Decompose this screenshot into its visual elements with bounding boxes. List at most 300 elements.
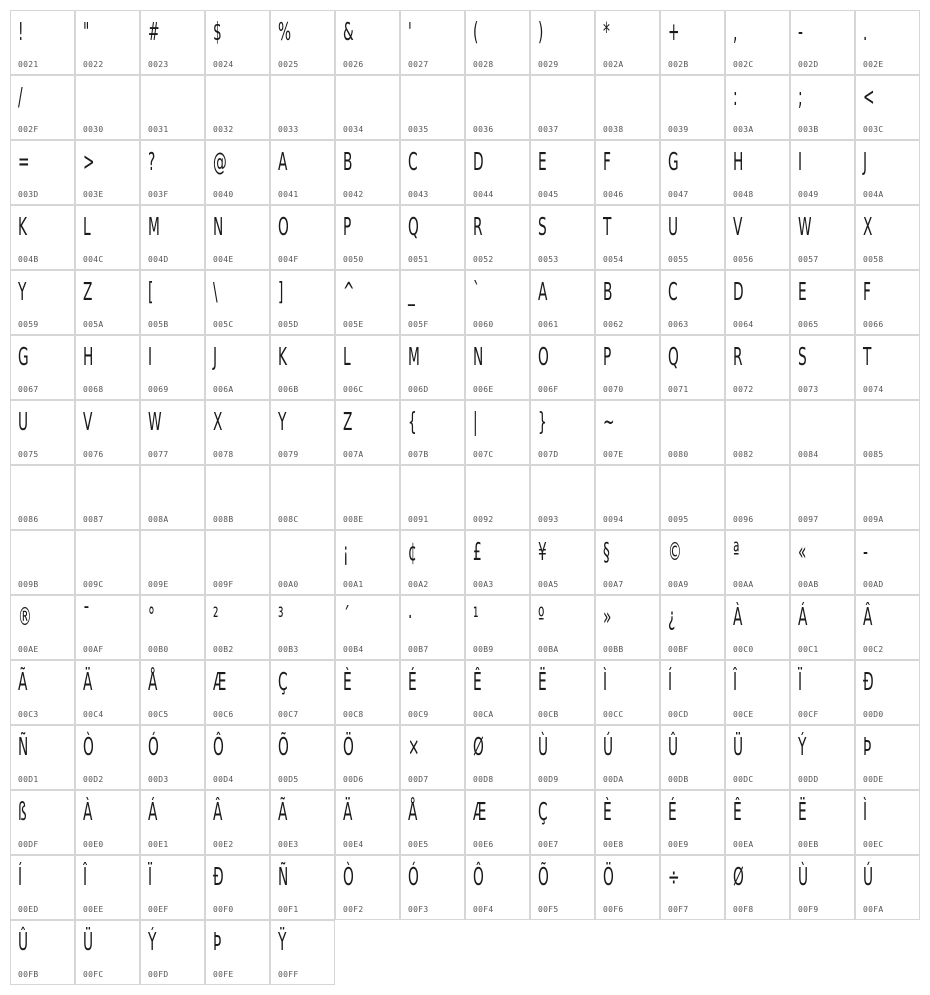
glyph-cell (10, 10, 75, 75)
glyph-cell (400, 270, 465, 335)
glyph-cell (530, 725, 595, 790)
glyph-cell (725, 790, 790, 855)
glyph-code: 00DC (733, 775, 754, 784)
glyph-cell (660, 75, 725, 140)
glyph-cell (465, 140, 530, 205)
glyph-code: 00E6 (473, 840, 494, 849)
glyph-cell (75, 660, 140, 725)
glyph-cell (595, 530, 660, 595)
glyph-char: H (733, 147, 744, 176)
glyph-code: 0086 (18, 515, 39, 524)
glyph-code: 00EF (148, 905, 169, 914)
glyph-cell (205, 205, 270, 270)
glyph-code: 002F (18, 125, 39, 134)
glyph-char: Æ (213, 667, 227, 696)
glyph-cell (270, 400, 335, 465)
glyph-char: Æ (473, 797, 487, 826)
glyph-char: , (733, 17, 738, 46)
glyph-code: 008B (213, 515, 234, 524)
glyph-cell (400, 140, 465, 205)
glyph-code: 00C9 (408, 710, 429, 719)
glyph-char: ° (148, 602, 155, 631)
glyph-cell (335, 335, 400, 400)
glyph-code: 00E0 (83, 840, 104, 849)
glyph-code: 0053 (538, 255, 559, 264)
glyph-code: 0087 (83, 515, 104, 524)
glyph-code: 0073 (798, 385, 819, 394)
glyph-code: 0030 (83, 125, 104, 134)
glyph-char: Á (798, 602, 808, 631)
glyph-char: ; (798, 82, 803, 111)
glyph-char: § (603, 537, 610, 566)
glyph-cell (790, 790, 855, 855)
glyph-char: Ô (473, 862, 484, 891)
glyph-char: Ó (148, 732, 159, 761)
glyph-char: X (213, 407, 223, 436)
glyph-char: & (343, 17, 354, 46)
glyph-cell (400, 530, 465, 595)
glyph-char: ( (473, 17, 479, 46)
glyph-cell (855, 270, 920, 335)
glyph-code: 0039 (668, 125, 689, 134)
glyph-cell (660, 855, 725, 920)
glyph-code: 00AE (18, 645, 39, 654)
glyph-cell (725, 660, 790, 725)
glyph-cell (270, 335, 335, 400)
glyph-code: 00BB (603, 645, 624, 654)
glyph-cell (140, 725, 205, 790)
glyph-code: 00C4 (83, 710, 104, 719)
glyph-code: 0080 (668, 450, 689, 459)
glyph-code: 00D1 (18, 775, 39, 784)
glyph-code: 009C (83, 580, 104, 589)
glyph-cell (10, 855, 75, 920)
glyph-cell (270, 140, 335, 205)
glyph-code: 00F2 (343, 905, 364, 914)
glyph-cell (270, 595, 335, 660)
glyph-code: 002B (668, 60, 689, 69)
glyph-char: Ç (278, 667, 288, 696)
glyph-char: Ø (473, 732, 484, 761)
glyph-char: Ä (343, 797, 353, 826)
glyph-code: 0034 (343, 125, 364, 134)
glyph-code: 005D (278, 320, 299, 329)
glyph-char: Î (733, 667, 738, 696)
glyph-cell (205, 400, 270, 465)
glyph-code: 007E (603, 450, 624, 459)
glyph-char: L (83, 212, 91, 241)
glyph-char: W (798, 212, 812, 241)
glyph-char: \ (213, 277, 218, 306)
glyph-code: 00D3 (148, 775, 169, 784)
glyph-code: 00F0 (213, 905, 234, 914)
glyph-char: ] (278, 277, 284, 306)
glyph-cell (855, 205, 920, 270)
glyph-code: 00F1 (278, 905, 299, 914)
glyph-cell (75, 205, 140, 270)
glyph-code: 00D7 (408, 775, 429, 784)
glyph-char: B (343, 147, 353, 176)
glyph-code: 009A (863, 515, 884, 524)
glyph-char: N (213, 212, 224, 241)
glyph-char: R (733, 342, 743, 371)
glyph-code: 00AA (733, 580, 754, 589)
glyph-code: 003F (148, 190, 169, 199)
glyph-char: Þ (213, 927, 222, 956)
glyph-char: ® (18, 602, 32, 631)
glyph-cell (205, 855, 270, 920)
glyph-cell (205, 790, 270, 855)
glyph-code: 00E1 (148, 840, 169, 849)
glyph-cell (465, 10, 530, 75)
glyph-code: 0050 (343, 255, 364, 264)
glyph-code: 0032 (213, 125, 234, 134)
glyph-code: 00DD (798, 775, 819, 784)
glyph-code: 00ED (18, 905, 39, 914)
glyph-code: 0031 (148, 125, 169, 134)
glyph-code: 00E2 (213, 840, 234, 849)
glyph-cell (855, 335, 920, 400)
glyph-char: Â (863, 602, 873, 631)
glyph-cell (595, 725, 660, 790)
glyph-char: Q (408, 212, 419, 241)
glyph-char: É (668, 797, 677, 826)
glyph-cell (75, 855, 140, 920)
glyph-cell (335, 140, 400, 205)
glyph-cell (660, 530, 725, 595)
glyph-code: 0076 (83, 450, 104, 459)
glyph-cell (595, 595, 660, 660)
glyph-cell (725, 205, 790, 270)
glyph-char: Ò (83, 732, 94, 761)
glyph-char: / (18, 82, 23, 111)
glyph-code: 00DE (863, 775, 884, 784)
glyph-code: 0045 (538, 190, 559, 199)
glyph-code: 004A (863, 190, 884, 199)
glyph-cell (530, 790, 595, 855)
glyph-code: 00CE (733, 710, 754, 719)
glyph-code: 0096 (733, 515, 754, 524)
glyph-char: > (83, 147, 95, 176)
glyph-cell (790, 400, 855, 465)
glyph-char: ´ (343, 602, 350, 631)
glyph-cell (725, 465, 790, 530)
glyph-char: Z (83, 277, 93, 306)
glyph-char: ^ (343, 277, 355, 306)
glyph-cell (75, 465, 140, 530)
glyph-cell (595, 75, 660, 140)
glyph-code: 00D9 (538, 775, 559, 784)
glyph-char: S (798, 342, 807, 371)
glyph-cell (725, 10, 790, 75)
glyph-char: U (668, 212, 679, 241)
glyph-cell (10, 270, 75, 335)
glyph-code: 003D (18, 190, 39, 199)
glyph-code: 0074 (863, 385, 884, 394)
glyph-char: Ê (473, 667, 482, 696)
glyph-char: ² (213, 602, 219, 631)
glyph-cell (660, 725, 725, 790)
glyph-char: O (278, 212, 289, 241)
glyph-char: J (863, 147, 868, 176)
glyph-cell (725, 335, 790, 400)
glyph-code: 0051 (408, 255, 429, 264)
glyph-code: 00E4 (343, 840, 364, 849)
glyph-cell (855, 75, 920, 140)
glyph-char: [ (148, 277, 154, 306)
glyph-cell (660, 790, 725, 855)
glyph-cell (465, 75, 530, 140)
glyph-cell (140, 855, 205, 920)
glyph-char: Ü (733, 732, 744, 761)
glyph-cell (530, 595, 595, 660)
glyph-cell (790, 530, 855, 595)
glyph-cell (205, 140, 270, 205)
glyph-code: 00B7 (408, 645, 429, 654)
glyph-cell (725, 530, 790, 595)
glyph-cell (660, 140, 725, 205)
glyph-char: Ó (408, 862, 419, 891)
glyph-char: Ù (798, 862, 809, 891)
glyph-code: 00F3 (408, 905, 429, 914)
glyph-char: Y (18, 277, 27, 306)
glyph-code: 00FC (83, 970, 104, 979)
glyph-cell (75, 75, 140, 140)
glyph-code: 0059 (18, 320, 39, 329)
glyph-cell (270, 10, 335, 75)
glyph-code: 0077 (148, 450, 169, 459)
glyph-char: ~ (603, 407, 615, 436)
glyph-cell (335, 530, 400, 595)
glyph-char: R (473, 212, 483, 241)
glyph-cell (465, 660, 530, 725)
glyph-char: U (18, 407, 29, 436)
glyph-cell (400, 335, 465, 400)
glyph-char: - (798, 17, 803, 46)
glyph-cell (855, 790, 920, 855)
glyph-code: 00E8 (603, 840, 624, 849)
glyph-char: Á (148, 797, 158, 826)
glyph-char: Q (668, 342, 679, 371)
glyph-code: 00EA (733, 840, 754, 849)
glyph-cell (205, 10, 270, 75)
glyph-cell (660, 335, 725, 400)
glyph-code: 005E (343, 320, 364, 329)
glyph-char: K (278, 342, 288, 371)
glyph-cell (595, 10, 660, 75)
glyph-char: ` (473, 277, 480, 306)
glyph-char: Ÿ (278, 927, 287, 956)
glyph-cell (660, 595, 725, 660)
glyph-code: 00F7 (668, 905, 689, 914)
glyph-cell (855, 530, 920, 595)
glyph-code: 0069 (148, 385, 169, 394)
glyph-cell (465, 335, 530, 400)
glyph-char: ? (148, 147, 156, 176)
glyph-cell (10, 660, 75, 725)
glyph-char: - (863, 537, 868, 566)
glyph-cell (465, 595, 530, 660)
glyph-cell (270, 920, 335, 985)
glyph-code: 00F8 (733, 905, 754, 914)
glyph-cell (335, 10, 400, 75)
glyph-char: % (278, 17, 292, 46)
glyph-char: B (603, 277, 613, 306)
glyph-char: Õ (538, 862, 549, 891)
glyph-code: 004D (148, 255, 169, 264)
glyph-cell (530, 465, 595, 530)
glyph-char: ! (18, 17, 24, 46)
glyph-char: J (213, 342, 218, 371)
glyph-cell (335, 725, 400, 790)
glyph-char: Ù (538, 732, 549, 761)
glyph-cell (790, 140, 855, 205)
glyph-code: 006D (408, 385, 429, 394)
glyph-cell (725, 270, 790, 335)
glyph-cell (140, 205, 205, 270)
glyph-code: 0058 (863, 255, 884, 264)
glyph-cell (270, 790, 335, 855)
glyph-cell (400, 75, 465, 140)
glyph-char: < (863, 82, 875, 111)
glyph-char: + (668, 17, 680, 46)
glyph-cell (790, 855, 855, 920)
glyph-cell (335, 75, 400, 140)
glyph-code: 00C7 (278, 710, 299, 719)
glyph-code: 0057 (798, 255, 819, 264)
glyph-code: 00CF (798, 710, 819, 719)
glyph-cell (140, 10, 205, 75)
glyph-char: Õ (278, 732, 289, 761)
glyph-char: Ú (603, 732, 614, 761)
glyph-char: S (538, 212, 547, 241)
glyph-cell (75, 920, 140, 985)
glyph-code: 00D8 (473, 775, 494, 784)
glyph-code: 0042 (343, 190, 364, 199)
glyph-char: È (603, 797, 612, 826)
glyph-char: © (668, 537, 682, 566)
glyph-code: 00EE (83, 905, 104, 914)
glyph-cell (205, 75, 270, 140)
glyph-code: 0040 (213, 190, 234, 199)
glyph-char: K (18, 212, 28, 241)
glyph-char: Ï (798, 667, 803, 696)
glyph-char: H (83, 342, 94, 371)
glyph-code: 00EC (863, 840, 884, 849)
glyph-cell (660, 270, 725, 335)
glyph-cell (400, 10, 465, 75)
glyph-char: ¯ (83, 602, 90, 631)
glyph-code: 00D4 (213, 775, 234, 784)
glyph-char: O (538, 342, 549, 371)
glyph-char: M (408, 342, 420, 371)
glyph-code: 00E7 (538, 840, 559, 849)
glyph-cell (530, 10, 595, 75)
glyph-code: 0035 (408, 125, 429, 134)
glyph-char: @ (213, 147, 227, 176)
glyph-code: 009B (18, 580, 39, 589)
glyph-code: 00B2 (213, 645, 234, 654)
glyph-char: Ø (733, 862, 744, 891)
glyph-code: 0079 (278, 450, 299, 459)
glyph-code: 0068 (83, 385, 104, 394)
glyph-cell (530, 205, 595, 270)
glyph-char: Í (18, 862, 23, 891)
glyph-char: A (538, 277, 548, 306)
glyph-code: 008A (148, 515, 169, 524)
glyph-code: 007B (408, 450, 429, 459)
glyph-char: Û (18, 927, 29, 956)
glyph-cell (270, 530, 335, 595)
glyph-cell (855, 595, 920, 660)
glyph-cell (595, 400, 660, 465)
glyph-char: Å (148, 667, 158, 696)
glyph-code: 00F6 (603, 905, 624, 914)
glyph-code: 00E3 (278, 840, 299, 849)
glyph-cell (140, 400, 205, 465)
glyph-cell (140, 790, 205, 855)
glyph-cell (465, 205, 530, 270)
glyph-code: 006F (538, 385, 559, 394)
glyph-code: 00B0 (148, 645, 169, 654)
glyph-cell (725, 855, 790, 920)
glyph-char: Ñ (278, 862, 289, 891)
glyph-char: Ý (148, 927, 157, 956)
glyph-code: 008E (343, 515, 364, 524)
glyph-code: 0029 (538, 60, 559, 69)
glyph-char: Þ (863, 732, 872, 761)
glyph-char: ß (18, 797, 27, 826)
glyph-code: 003E (83, 190, 104, 199)
glyph-char: Ã (18, 667, 28, 696)
glyph-cell (790, 465, 855, 530)
glyph-cell (595, 660, 660, 725)
glyph-char: C (408, 147, 418, 176)
glyph-code: 0046 (603, 190, 624, 199)
glyph-cell (595, 335, 660, 400)
glyph-cell (335, 790, 400, 855)
glyph-code: 00DF (18, 840, 39, 849)
glyph-char: Y (278, 407, 287, 436)
glyph-char: | (473, 407, 478, 436)
glyph-code: 002D (798, 60, 819, 69)
glyph-code: 007A (343, 450, 364, 459)
glyph-cell (270, 270, 335, 335)
glyph-cell (790, 75, 855, 140)
glyph-cell (465, 790, 530, 855)
glyph-cell (140, 530, 205, 595)
glyph-char: D (733, 277, 744, 306)
glyph-cell (335, 660, 400, 725)
glyph-code: 004F (278, 255, 299, 264)
glyph-code: 009E (148, 580, 169, 589)
glyph-cell (530, 75, 595, 140)
glyph-code: 00F5 (538, 905, 559, 914)
glyph-code: 00F4 (473, 905, 494, 914)
glyph-cell (75, 10, 140, 75)
glyph-char: P (343, 212, 352, 241)
glyph-cell (660, 400, 725, 465)
glyph-cell (855, 140, 920, 205)
glyph-code: 0047 (668, 190, 689, 199)
glyph-cell (855, 465, 920, 530)
glyph-char: ÷ (668, 862, 680, 891)
glyph-code: 00D2 (83, 775, 104, 784)
glyph-cell (790, 725, 855, 790)
glyph-code: 0022 (83, 60, 104, 69)
glyph-char: W (148, 407, 162, 436)
glyph-code: 00FE (213, 970, 234, 979)
